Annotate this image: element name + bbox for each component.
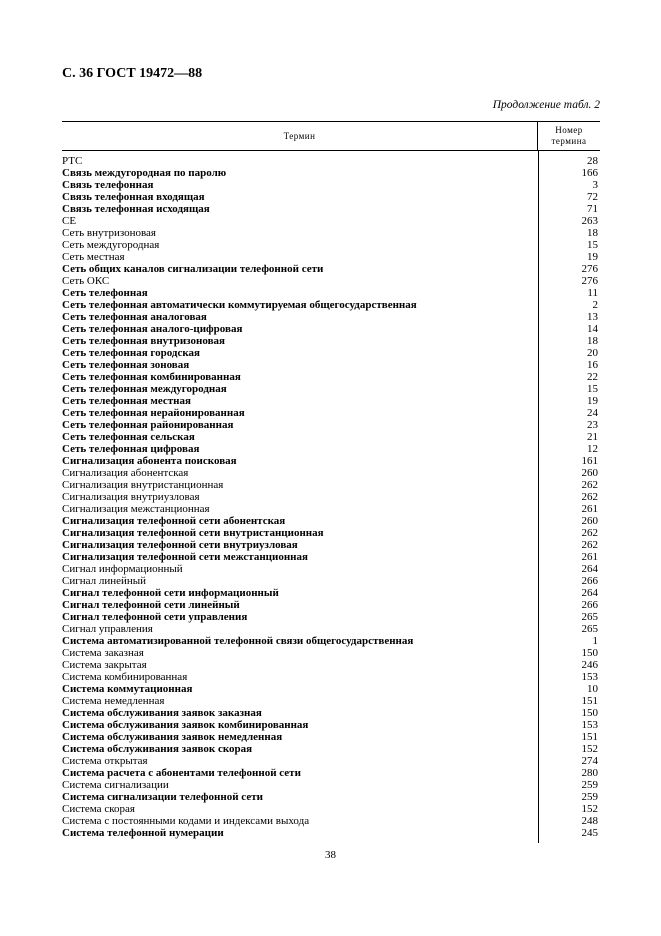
term-number-cell: 261 — [581, 503, 598, 515]
term-cell: Сигнал информационный — [62, 563, 183, 575]
term-cell: Система обслуживания заявок немедленная — [62, 731, 283, 743]
term-number-cell: 259 — [581, 779, 598, 791]
term-number-cell: 19 — [587, 395, 598, 407]
table-body — [62, 151, 600, 839]
column-divider — [538, 151, 539, 843]
term-cell: Сеть телефонная аналоговая — [62, 311, 207, 323]
table-row — [62, 515, 600, 527]
term-cell: Система сигнализации телефонной сети — [62, 791, 263, 803]
table-row — [62, 719, 600, 731]
term-number-cell: 280 — [581, 767, 598, 779]
term-cell: Система обслуживания заявок скорая — [62, 743, 253, 755]
term-number-cell: 266 — [581, 575, 598, 587]
term-number-cell: 3 — [592, 179, 598, 191]
table-row — [62, 431, 600, 443]
table-row — [62, 443, 600, 455]
table-row — [62, 215, 600, 227]
term-number-cell: 21 — [587, 431, 598, 443]
table-row — [62, 347, 600, 359]
table-row — [62, 635, 600, 647]
terms-table — [62, 121, 600, 839]
column-header-number-line1: Номер — [555, 125, 583, 135]
term-number-cell: 12 — [587, 443, 598, 455]
table-row — [62, 167, 600, 179]
table-row — [62, 755, 600, 767]
table-row — [62, 227, 600, 239]
term-number-cell: 262 — [581, 527, 598, 539]
term-number-cell: 15 — [587, 239, 598, 251]
table-row — [62, 551, 600, 563]
term-number-cell: 14 — [587, 323, 598, 335]
table-row — [62, 419, 600, 431]
table-row — [62, 767, 600, 779]
term-cell: Система скорая — [62, 803, 135, 815]
table-row — [62, 671, 600, 683]
table-row — [62, 695, 600, 707]
term-number-cell: 20 — [587, 347, 598, 359]
table-row — [62, 803, 600, 815]
table-row — [62, 323, 600, 335]
table-row — [62, 527, 600, 539]
term-cell: Сигнал управления — [62, 623, 153, 635]
table-row — [62, 563, 600, 575]
term-cell: Сеть телефонная районированная — [62, 419, 234, 431]
term-cell: Сеть междугородная — [62, 239, 160, 251]
term-number-cell: 245 — [581, 827, 598, 839]
term-number-cell: 23 — [587, 419, 598, 431]
term-number-cell: 264 — [581, 587, 598, 599]
term-number-cell: 13 — [587, 311, 598, 323]
term-cell: Сеть телефонная городская — [62, 347, 200, 359]
term-number-cell: 262 — [581, 539, 598, 551]
table-row — [62, 791, 600, 803]
term-number-cell: 72 — [587, 191, 598, 203]
table-header — [62, 121, 600, 151]
term-number-cell: 28 — [587, 155, 598, 167]
term-cell: Связь телефонная входящая — [62, 191, 205, 203]
table-row — [62, 371, 600, 383]
table-row — [62, 743, 600, 755]
term-number-cell: 246 — [581, 659, 598, 671]
term-cell: Система автоматизированной телефонной связи общегосударственная — [62, 635, 414, 647]
table-row — [62, 731, 600, 743]
term-number-cell: 1 — [592, 635, 598, 647]
term-cell: Сигнализация абонентская — [62, 467, 189, 479]
term-number-cell: 152 — [581, 743, 598, 755]
page-header: С. 36 ГОСТ 19472—88 — [62, 66, 203, 81]
term-cell: Сеть ОКС — [62, 275, 110, 287]
term-cell: Сигнализация телефонной сети абонентская — [62, 515, 286, 527]
term-cell: Система обслуживания заявок комбинированная — [62, 719, 309, 731]
table-row — [62, 575, 600, 587]
term-number-cell: 259 — [581, 791, 598, 803]
table-row — [62, 359, 600, 371]
term-number-cell: 276 — [581, 263, 598, 275]
term-number-cell: 10 — [587, 683, 598, 695]
table-row — [62, 467, 600, 479]
term-number-cell: 260 — [581, 467, 598, 479]
term-cell: Система коммутационная — [62, 683, 193, 695]
term-cell: Сигнал телефонной сети управления — [62, 611, 248, 623]
table-row — [62, 539, 600, 551]
table-row — [62, 191, 600, 203]
term-cell: Связь междугородная по паролю — [62, 167, 227, 179]
column-header-number — [538, 122, 600, 150]
term-cell: Сеть телефонная нерайонированная — [62, 407, 245, 419]
table-row — [62, 203, 600, 215]
page-number: 38 — [325, 849, 336, 861]
term-cell: Сигнализация телефонной сети внутристанционная — [62, 527, 324, 539]
table-row — [62, 311, 600, 323]
term-cell: Система с постоянными кодами и индексами выхода — [62, 815, 310, 827]
term-cell: Система комбинированная — [62, 671, 188, 683]
term-cell: Сигнализация внутристанционная — [62, 479, 224, 491]
term-number-cell: 161 — [581, 455, 598, 467]
term-cell: Сеть телефонная комбинированная — [62, 371, 241, 383]
term-number-cell: 151 — [581, 695, 598, 707]
term-number-cell: 16 — [587, 359, 598, 371]
term-cell: Система телефонной нумерации — [62, 827, 224, 839]
term-number-cell: 152 — [581, 803, 598, 815]
term-number-cell: 265 — [581, 611, 598, 623]
term-cell: Связь телефонная — [62, 179, 154, 191]
term-cell: РТС — [62, 155, 83, 167]
table-row — [62, 251, 600, 263]
term-number-cell: 264 — [581, 563, 598, 575]
term-cell: Сигнал линейный — [62, 575, 147, 587]
table-row — [62, 479, 600, 491]
term-number-cell: 261 — [581, 551, 598, 563]
table-row — [62, 779, 600, 791]
term-number-cell: 150 — [581, 707, 598, 719]
term-cell: Система открытая — [62, 755, 148, 767]
term-number-cell: 276 — [581, 275, 598, 287]
term-cell: Сигнализация телефонной сети межстанционная — [62, 551, 308, 563]
term-number-cell: 266 — [581, 599, 598, 611]
table-row — [62, 623, 600, 635]
table-row — [62, 263, 600, 275]
term-cell: Сеть местная — [62, 251, 125, 263]
table-continuation-label: Продолжение табл. 2 — [492, 99, 600, 111]
term-cell: Сеть внутризоновая — [62, 227, 156, 239]
term-cell: Система немедленная — [62, 695, 165, 707]
term-number-cell: 150 — [581, 647, 598, 659]
term-cell: Сеть телефонная автоматически коммутируемая общегосударственная — [62, 299, 417, 311]
term-cell: Сеть телефонная цифровая — [62, 443, 200, 455]
term-number-cell: 265 — [581, 623, 598, 635]
term-cell: Сеть телефонная внутризоновая — [62, 335, 225, 347]
term-cell: Система сигнализации — [62, 779, 169, 791]
term-cell: Сигнализация межстанционная — [62, 503, 210, 515]
term-number-cell: 166 — [581, 167, 598, 179]
term-cell: Сеть телефонная аналого-цифровая — [62, 323, 243, 335]
table-row — [62, 239, 600, 251]
term-number-cell: 153 — [581, 671, 598, 683]
term-cell: Система заказная — [62, 647, 144, 659]
term-number-cell: 2 — [592, 299, 598, 311]
term-number-cell: 18 — [587, 335, 598, 347]
term-cell: Сигнализация телефонной сети внутриузловая — [62, 539, 298, 551]
term-number-cell: 24 — [587, 407, 598, 419]
term-number-cell: 18 — [587, 227, 598, 239]
table-row — [62, 815, 600, 827]
term-cell: Сеть телефонная зоновая — [62, 359, 190, 371]
term-cell: Сеть телефонная сельская — [62, 431, 195, 443]
term-cell: Сигнализация абонента поисковая — [62, 455, 237, 467]
table-row — [62, 491, 600, 503]
table-row — [62, 383, 600, 395]
term-cell: Сеть телефонная — [62, 287, 148, 299]
term-number-cell: 248 — [581, 815, 598, 827]
table-row — [62, 707, 600, 719]
term-number-cell: 15 — [587, 383, 598, 395]
term-number-cell: 71 — [587, 203, 598, 215]
term-cell: Сеть телефонная местная — [62, 395, 191, 407]
table-row — [62, 659, 600, 671]
term-number-cell: 274 — [581, 755, 598, 767]
term-cell: Сигнал телефонной сети линейный — [62, 599, 240, 611]
table-row — [62, 275, 600, 287]
term-cell: Система закрытая — [62, 659, 147, 671]
term-number-cell: 260 — [581, 515, 598, 527]
term-number-cell: 153 — [581, 719, 598, 731]
table-row — [62, 395, 600, 407]
table-row — [62, 599, 600, 611]
term-cell: СЕ — [62, 215, 77, 227]
table-row — [62, 407, 600, 419]
term-number-cell: 262 — [581, 491, 598, 503]
term-cell: Сигнализация внутриузловая — [62, 491, 200, 503]
term-number-cell: 11 — [587, 287, 598, 299]
table-row — [62, 299, 600, 311]
term-cell: Связь телефонная исходящая — [62, 203, 210, 215]
term-cell: Сигнал телефонной сети информационный — [62, 587, 279, 599]
table-row — [62, 179, 600, 191]
term-number-cell: 262 — [581, 479, 598, 491]
term-number-cell: 263 — [581, 215, 598, 227]
table-row — [62, 455, 600, 467]
term-number-cell: 19 — [587, 251, 598, 263]
table-row — [62, 287, 600, 299]
table-row — [62, 587, 600, 599]
term-cell: Сеть общих каналов сигнализации телефонной сети — [62, 263, 324, 275]
column-header-term: Термин — [62, 122, 538, 150]
table-row — [62, 335, 600, 347]
column-header-number-line2: термина — [551, 136, 587, 146]
term-cell: Сеть телефонная междугородная — [62, 383, 227, 395]
table-row — [62, 503, 600, 515]
term-cell: Система расчета с абонентами телефонной сети — [62, 767, 301, 779]
table-row — [62, 827, 600, 839]
table-row — [62, 155, 600, 167]
term-number-cell: 151 — [581, 731, 598, 743]
table-row — [62, 647, 600, 659]
table-row — [62, 611, 600, 623]
term-cell: Система обслуживания заявок заказная — [62, 707, 262, 719]
table-row — [62, 683, 600, 695]
term-number-cell: 22 — [587, 371, 598, 383]
